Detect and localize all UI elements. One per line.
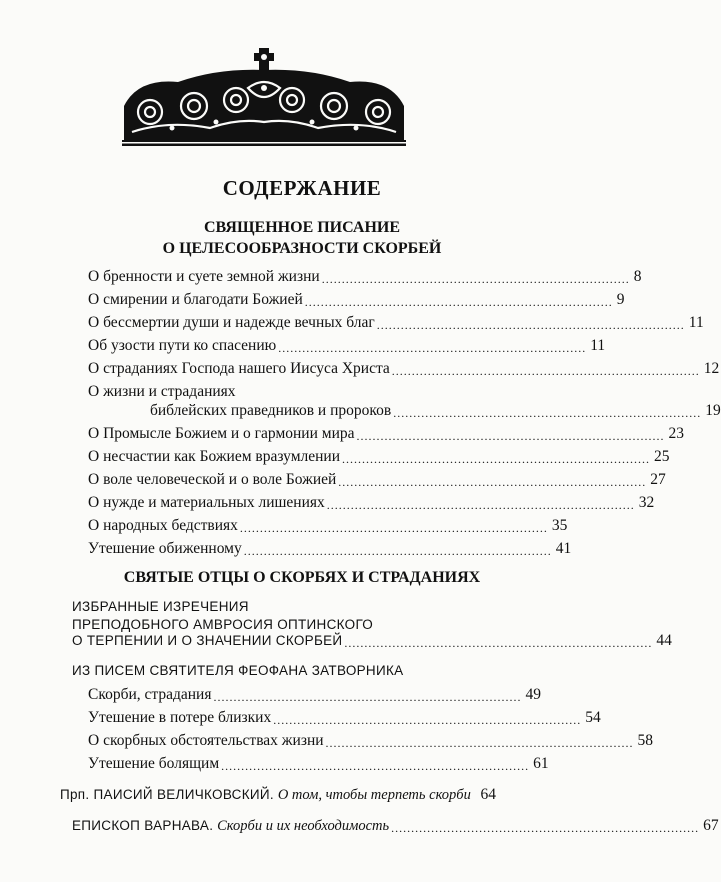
ambrose-line1: ИЗБРАННЫЕ ИЗРЕЧЕНИЯ <box>72 599 249 614</box>
toc-entry: О Промысле Божием и о гармонии мира ............................................................................. 23 <box>88 425 684 443</box>
toc-entry: О бренности и суете земной жизни ............................................................................. 8 <box>88 268 642 286</box>
page-title: СОДЕРЖАНИЕ <box>222 176 382 200</box>
toc-entry-ambrose: О ТЕРПЕНИИ И О ЗНАЧЕНИИ СКОРБЕЙ ............................................................................. 44 <box>72 632 672 650</box>
toc-entry: О нужде и материальных лишениях ............................................................................. 32 <box>88 494 655 512</box>
toc-entry: О народных бедствиях ............................................................................. 35 <box>88 517 568 535</box>
toc-entry: Утешение болящим ............................................................................. 61 <box>88 755 549 773</box>
section1-heading-line1: СВЯЩЕННОЕ ПИСАНИЕ <box>204 219 400 236</box>
toc-entry: Утешение в потере близких ............................................................................. 54 <box>88 709 601 727</box>
decorative-headpiece-icon <box>118 48 410 154</box>
toc-entry-barnabas: ЕПИСКОП ВАРНАВА. Скорби и их необходимость ............................................................................. 67 <box>72 817 719 835</box>
section2-heading: СВЯТЫЕ ОТЦЫ О СКОРБЯХ И СТРАДАНИЯХ <box>123 569 481 586</box>
toc-entry: Об узости пути ко спасению ............................................................................. 11 <box>88 337 606 355</box>
toc-entry: О скорбных обстоятельствах жизни ............................................................................. 58 <box>88 732 654 750</box>
toc-entry-paisius: Прп. ПАИСИЙ ВЕЛИЧКОВСКИЙ. О том, чтобы терпеть скорби 64 <box>60 786 496 803</box>
toc-entry: О страданиях Господа нашего Иисуса Христа ............................................................................. 12 <box>88 360 720 378</box>
ambrose-line2: ПРЕПОДОБНОГО АМВРОСИЯ ОПТИНСКОГО <box>72 617 374 632</box>
toc-entry: О жизни и страданиях <box>88 383 236 400</box>
toc-entry: Утешение обиженному ............................................................................. 41 <box>88 540 572 558</box>
toc-entry: библейских праведников и пророков ............................................................................. 19 <box>150 402 721 420</box>
toc-entry: О бессмертии души и надежде вечных благ ............................................................................. 11 <box>88 314 704 332</box>
toc-entry: Скорби, страдания ............................................................................. 49 <box>88 686 541 704</box>
toc-entry: О воле человеческой и о воле Божией ............................................................................. 27 <box>88 471 666 489</box>
toc-entry: О несчастии как Божием вразумлении ............................................................................. 25 <box>88 448 670 466</box>
theophan-heading: ИЗ ПИСЕМ СВЯТИТЕЛЯ ФЕОФАНА ЗАТВОРНИКА <box>72 663 404 678</box>
toc-entry: О смирении и благодати Божией ............................................................................. 9 <box>88 291 625 309</box>
section1-heading-line2: О ЦЕЛЕСООБРАЗНОСТИ СКОРБЕЙ <box>162 240 442 257</box>
